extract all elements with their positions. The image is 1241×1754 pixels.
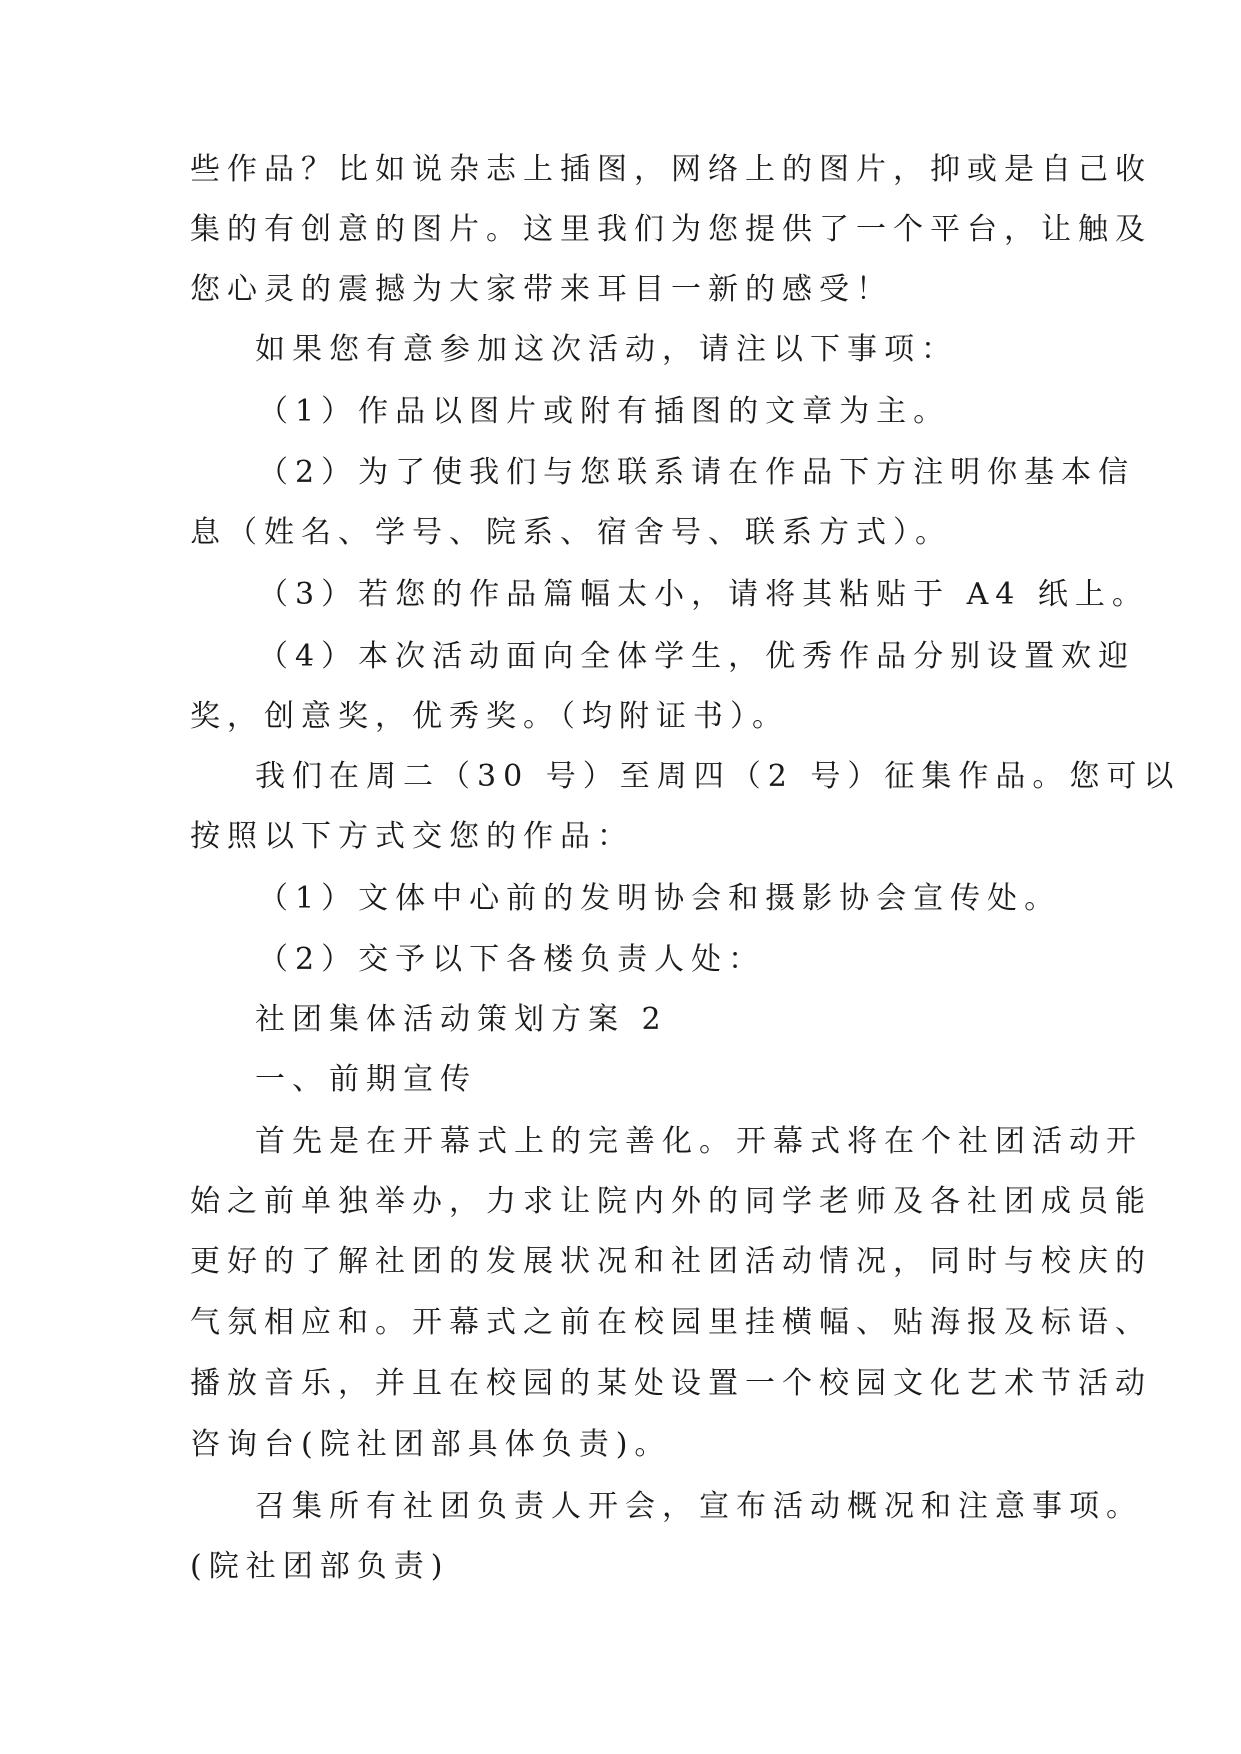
- list-item: （3）若您的作品篇幅太小，请将其粘贴于 A4 纸上。: [258, 577, 1149, 612]
- list-item: （2）交予以下各楼负责人处：: [258, 942, 766, 977]
- section-title: 社团集体活动策划方案 2: [255, 1002, 668, 1037]
- paragraph-first-line: 我们在周二（30 号）至周四（2 号）征集作品。您可以: [255, 759, 1181, 794]
- text-line: 集的有创意的图片。这里我们为您提供了一个平台，让触及: [190, 212, 1152, 247]
- text-line: 息（姓名、学号、院系、宿舍号、联系方式）。: [190, 515, 952, 550]
- text-line: 始之前单独举办，力求让院内外的同学老师及各社团成员能: [190, 1184, 1152, 1219]
- section-heading: 一、前期宣传: [255, 1062, 477, 1097]
- list-item: （4）本次活动面向全体学生，优秀作品分别设置欢迎: [258, 639, 1136, 674]
- text-line: 播放音乐，并且在校园的某处设置一个校园文化艺术节活动: [190, 1366, 1152, 1401]
- list-item: （2）为了使我们与您联系请在作品下方注明你基本信: [258, 455, 1136, 490]
- text-line: (院社团部负责): [190, 1549, 450, 1584]
- paragraph-first-line: 召集所有社团负责人开会，宣布活动概况和注意事项。: [255, 1489, 1143, 1524]
- text-line: 咨询台(院社团部具体负责)。: [190, 1427, 672, 1462]
- text-line: 您心灵的震撼为大家带来耳目一新的感受！: [190, 272, 893, 307]
- text-line: 些作品？比如说杂志上插图，网络上的图片，抑或是自己收: [190, 152, 1152, 187]
- text-line: 奖，创意奖，优秀奖。（均附证书）。: [190, 699, 789, 734]
- list-item: （1）文体中心前的发明协会和摄影协会宣传处。: [258, 881, 1062, 916]
- paragraph-first-line: 首先是在开幕式上的完善化。开幕式将在个社团活动开: [255, 1124, 1143, 1159]
- text-line: 气氛相应和。开幕式之前在校园里挂横幅、贴海报及标语、: [190, 1305, 1152, 1340]
- paragraph-first-line: 如果您有意参加这次活动，请注以下事项：: [255, 332, 958, 367]
- text-line: 更好的了解社团的发展状况和社团活动情况，同时与校庆的: [190, 1244, 1152, 1279]
- list-item: （1）作品以图片或附有插图的文章为主。: [258, 394, 951, 429]
- text-line: 按照以下方式交您的作品：: [190, 819, 634, 854]
